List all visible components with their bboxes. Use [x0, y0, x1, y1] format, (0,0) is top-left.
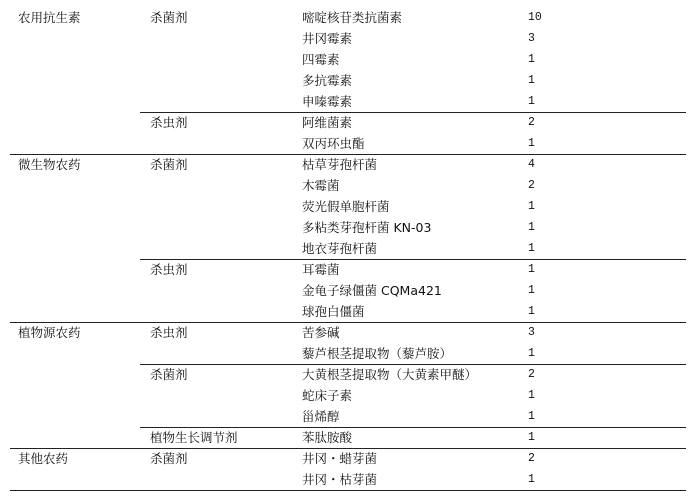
subgroup-divider	[140, 259, 686, 260]
category-label: 其他农药	[18, 451, 69, 466]
registration-count: 3	[528, 32, 535, 45]
type-label: 杀虫剂	[150, 262, 188, 277]
ingredient-name: 荧光假单胞杆菌	[302, 199, 390, 214]
registration-count: 1	[528, 200, 535, 213]
registration-count: 2	[528, 179, 535, 192]
ingredient-name: 藜芦根茎提取物（藜芦胺）	[302, 346, 453, 361]
ingredient-name: 金龟子绿僵菌 CQMa421	[302, 283, 442, 298]
category-label: 农用抗生素	[18, 10, 81, 25]
registration-count: 2	[528, 452, 535, 465]
ingredient-name: 苯肽胺酸	[302, 430, 353, 445]
category-label: 微生物农药	[18, 157, 81, 172]
ingredient-name: 多抗霉素	[302, 73, 353, 88]
registration-count: 1	[528, 74, 535, 87]
type-label: 杀虫剂	[150, 325, 188, 340]
registration-count: 2	[528, 116, 535, 129]
ingredient-name: 甾烯醇	[302, 409, 340, 424]
registration-count: 1	[528, 263, 535, 276]
registration-count: 1	[528, 389, 535, 402]
ingredient-name: 枯草芽孢杆菌	[302, 157, 378, 172]
ingredient-name: 多粘类芽孢杆菌 KN-03	[302, 220, 432, 235]
ingredient-name: 大黄根茎提取物（大黄素甲醚）	[302, 367, 478, 382]
ingredient-name: 球孢白僵菌	[302, 304, 365, 319]
ingredient-name: 四霉素	[302, 52, 340, 67]
registration-count: 4	[528, 158, 535, 171]
registration-count: 1	[528, 284, 535, 297]
type-label: 杀虫剂	[150, 115, 188, 130]
registration-count: 1	[528, 137, 535, 150]
ingredient-name: 井冈・蜡芽菌	[302, 451, 378, 466]
ingredient-name: 井冈霉素	[302, 31, 353, 46]
type-label: 植物生长调节剂	[150, 430, 238, 445]
registration-count: 1	[528, 305, 535, 318]
ingredient-name: 地衣芽孢杆菌	[302, 241, 378, 256]
registration-count: 1	[528, 53, 535, 66]
type-label: 杀菌剂	[150, 157, 188, 172]
ingredient-name: 双丙环虫酯	[302, 136, 365, 151]
type-label: 杀菌剂	[150, 10, 188, 25]
category-divider	[10, 490, 686, 491]
ingredient-name: 申嗪霉素	[302, 94, 353, 109]
ingredient-name: 耳霉菌	[302, 262, 340, 277]
ingredient-name: 阿维菌素	[302, 115, 353, 130]
type-label: 杀菌剂	[150, 367, 188, 382]
registration-count: 1	[528, 95, 535, 108]
category-label: 植物源农药	[18, 325, 81, 340]
ingredient-name: 嘧啶核苷类抗菌素	[302, 10, 403, 25]
ingredient-name: 井冈・枯芽菌	[302, 472, 378, 487]
registration-count: 2	[528, 368, 535, 381]
registration-count: 1	[528, 431, 535, 444]
registration-count: 1	[528, 410, 535, 423]
type-label: 杀菌剂	[150, 451, 188, 466]
registration-count: 1	[528, 347, 535, 360]
registration-count: 1	[528, 473, 535, 486]
ingredient-name: 蛇床子素	[302, 388, 353, 403]
ingredient-name: 苦参碱	[302, 325, 340, 340]
registration-count: 1	[528, 242, 535, 255]
category-divider	[10, 322, 686, 323]
registration-count: 10	[528, 11, 542, 24]
subgroup-divider	[140, 112, 686, 113]
ingredient-name: 木霉菌	[302, 178, 340, 193]
registration-count: 3	[528, 326, 535, 339]
registration-count: 1	[528, 221, 535, 234]
